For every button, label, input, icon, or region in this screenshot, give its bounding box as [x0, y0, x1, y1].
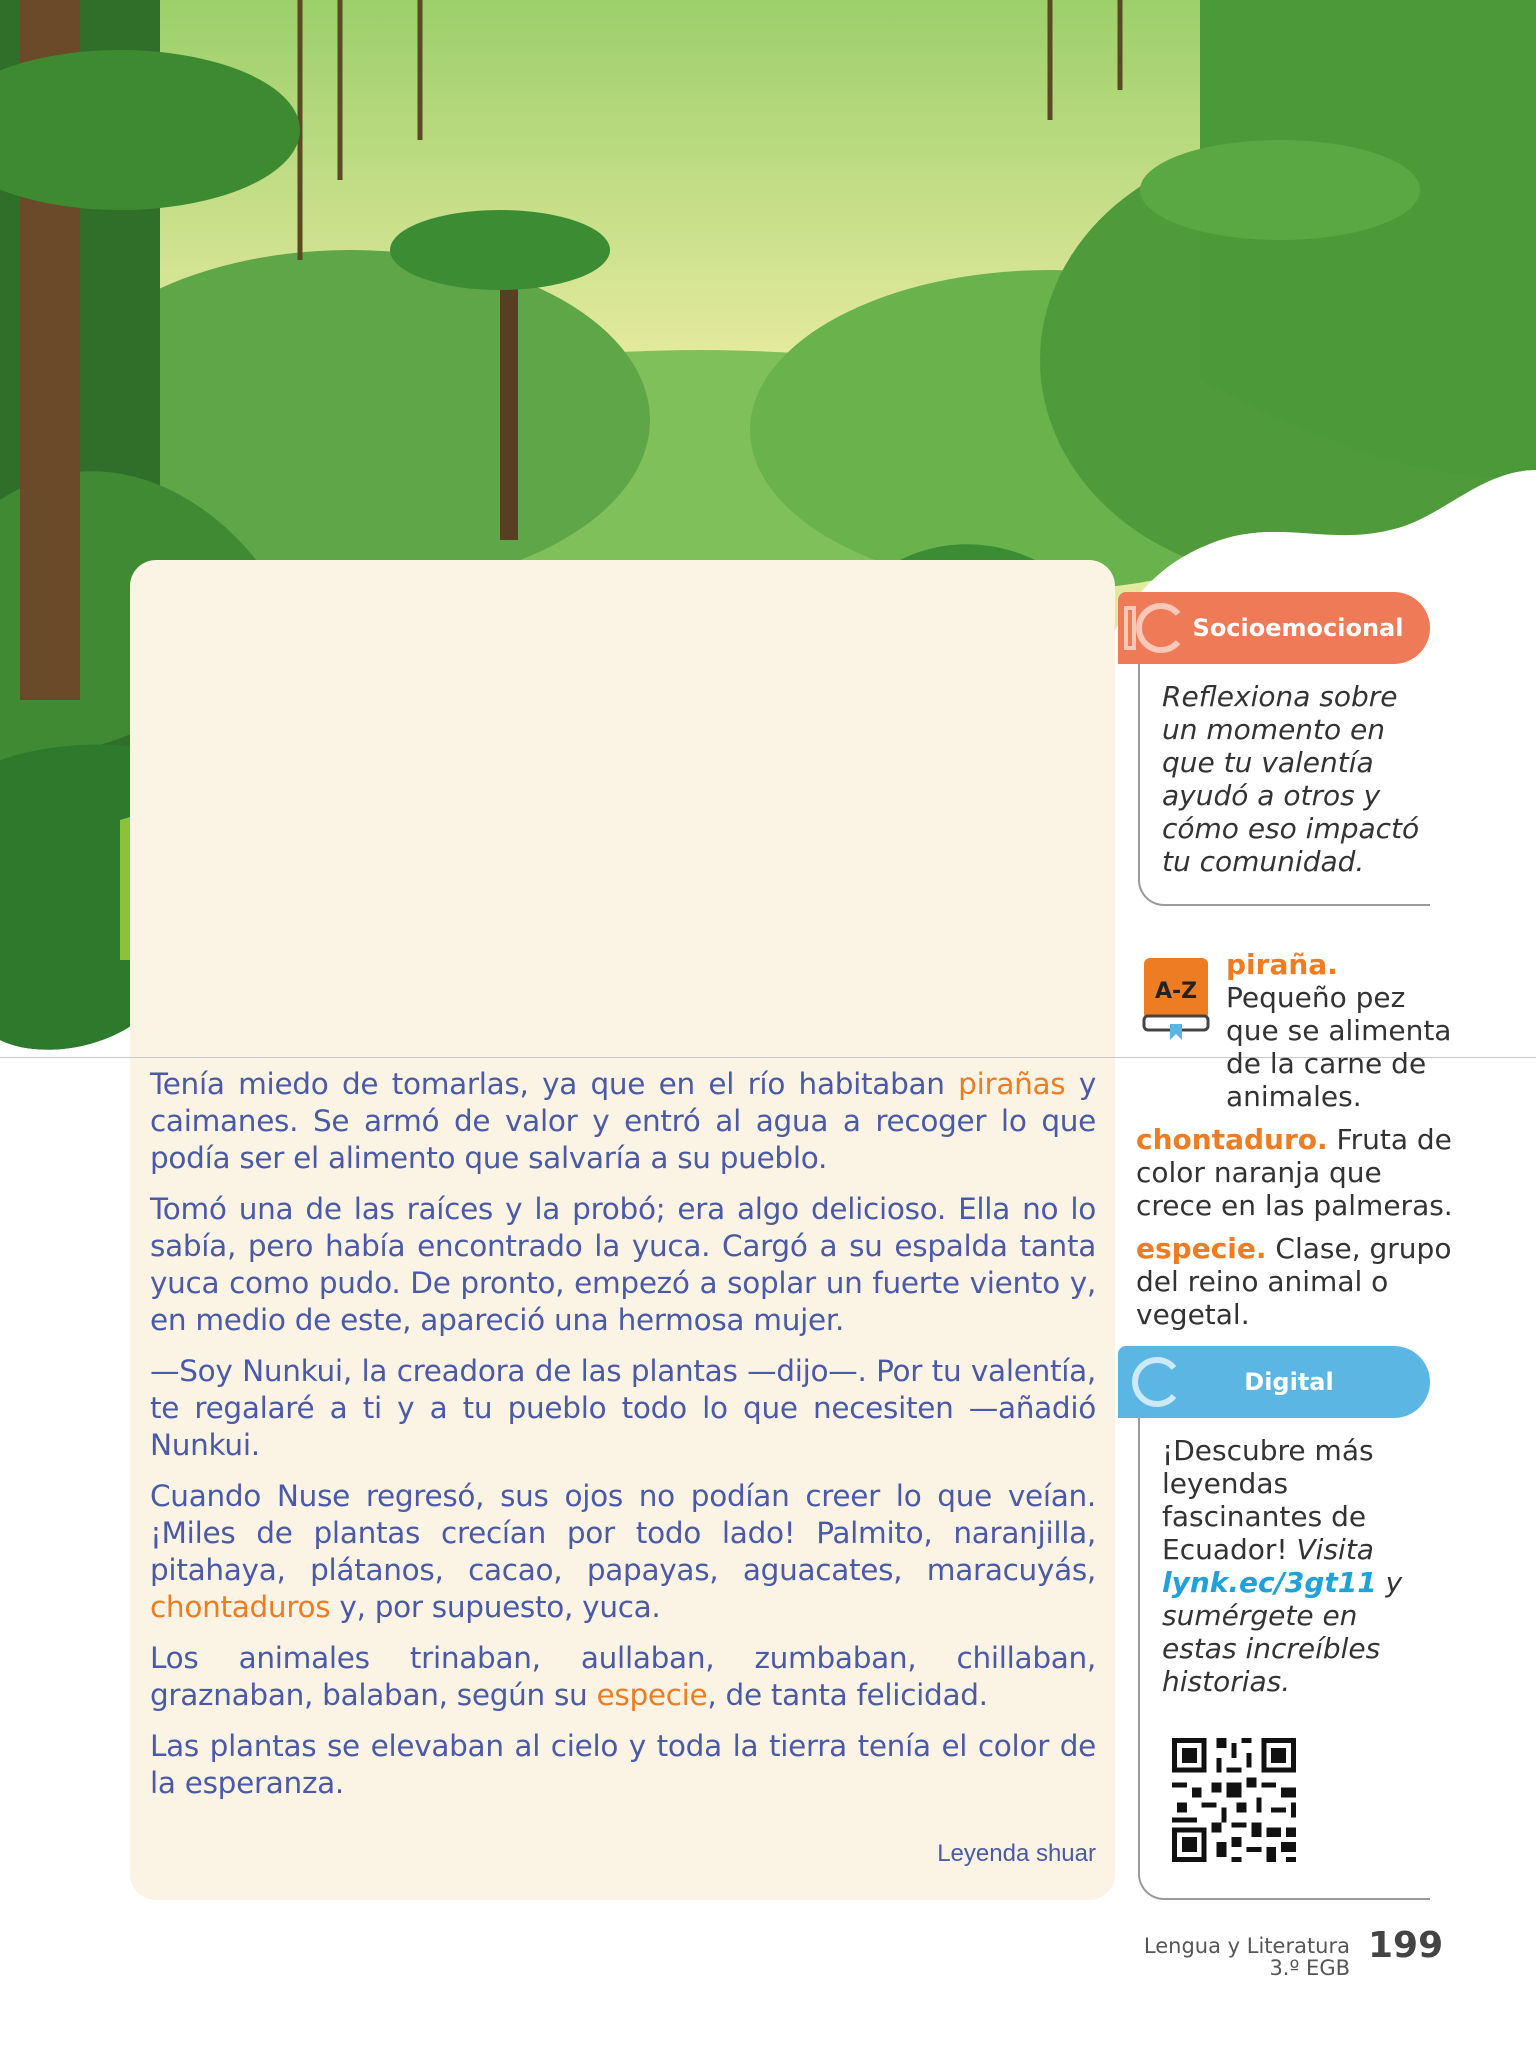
digital-title: Digital [1244, 1368, 1334, 1396]
story-paragraph-5: Los animales trinaban, aullaban, zumbaban, chillaban, graznaban, balaban, según su especie, de tanta felicidad. [150, 1641, 1096, 1712]
glossary-item: chontaduro. Fruta de color naranja que crece en las palmeras. [1136, 1123, 1453, 1222]
socioemocional-text: Reflexiona sobre un momento en que tu valentía ayudó a otros y cómo eso impactó tu comunidad. [1162, 680, 1420, 878]
digital-header [1118, 1346, 1430, 1418]
glossary-item: especie. Clase, grupo del reino animal o vegetal. [1136, 1232, 1452, 1331]
socioemocional-title: Socioemocional [1192, 614, 1404, 642]
story-source: Leyenda shuar [937, 1840, 1096, 1867]
glossary-item: piraña. Pequeño pez que se alimenta de la carne de animales. [1226, 948, 1452, 1113]
story-paragraph-4: Cuando Nuse regresó, sus ojos no podían creer lo que veían. ¡Miles de plantas crecían por todo lado! Palmito, naranjilla, pitahaya, plátanos, cacao, papayas, aguacates, maracuyás, chontaduros y, por supuesto, yuca. [150, 1479, 1096, 1624]
digital-link[interactable]: lynk.ec/3gt11 [1162, 1566, 1377, 1599]
story-paragraph-1: Tenía miedo de tomarlas, ya que en el río habitaban pirañas y caimanes. Se armó de valor y entró al agua a recoger lo que podía ser el alimento que salvaría a su pueblo. [150, 1067, 1096, 1175]
digital-text: ¡Descubre más leyendas fascinantes de Ecuador! Visita lynk.ec/3gt11 y sumérgete en estas increíbles historias. [1162, 1434, 1403, 1698]
story-text [150, 1066, 1096, 1816]
glossary-icon-label: A-Z [1154, 979, 1198, 1004]
page-number: 199 [1368, 1925, 1444, 1966]
story-paragraph-3: —Soy Nunkui, la creadora de las plantas —dijo—. Por tu valentía, te regalaré a ti y a tu pueblo todo lo que necesiten —añadió Nunkui. [150, 1354, 1096, 1462]
story-paragraph-2: Tomó una de las raíces y la probó; era algo delicioso. Ella no lo sabía, pero había encontrado la yuca. Cargó a su espalda tanta yuca como pudo. De pronto, empezó a soplar un fuerte viento y, en medio de este, apareció una hermosa mujer. [150, 1192, 1096, 1337]
glossary-word-especie: especie [596, 1678, 708, 1712]
footer-subject: Lengua y Literatura 3.º EGB [1143, 1934, 1350, 1980]
glossary [1136, 948, 1466, 1341]
story-paragraph-6: Las plantas se elevaban al cielo y toda la tierra tenía el color de la esperanza. [150, 1729, 1096, 1800]
socioemocional-header [1118, 592, 1430, 664]
qr-code[interactable] [1162, 1728, 1306, 1872]
socioemocional-icon [1118, 598, 1188, 658]
digital-icon [1118, 1352, 1188, 1412]
glossary-word-piranas: pirañas [958, 1067, 1066, 1101]
glossary-word-chontaduros: chontaduros [150, 1590, 331, 1624]
